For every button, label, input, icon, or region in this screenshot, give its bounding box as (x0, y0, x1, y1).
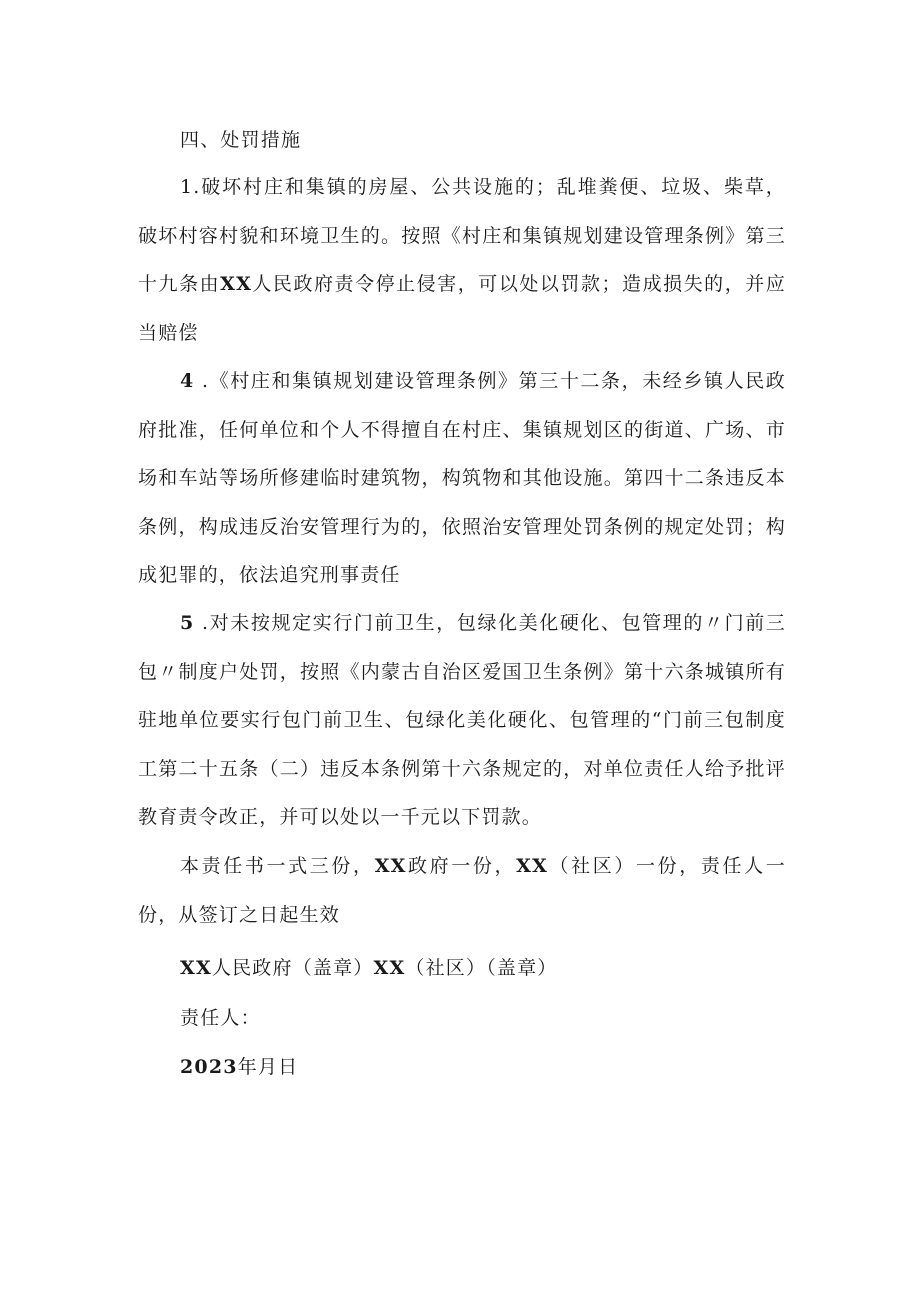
penalty-item-5: 5 .对未按规定实行门前卫生，包绿化美化硬化、包管理的〃门前三包〃制度户处罚，按照《内蒙古自治区爱国卫生条例》第十六条城镇所有驻地单位要实行包门前卫生、包绿化美化硬化、包管理的“门前三包制度工第二十五条（二）违反本条例第十六条规定的，对单位责任人给予批评教育责令改正，并可以处以一千元以下罚款。 (138, 612, 786, 828)
copies-clause: 本责任书一式三份，XX政府一份，XX（社区）一份，责任人一份，从签订之日起生效 (138, 855, 786, 926)
section-heading: 四、处罚措施 (180, 129, 302, 151)
signature-government: XX人民政府（盖章）XX（社区）（盖章） (180, 957, 558, 979)
penalty-item-4: 4 .《村庄和集镇规划建设管理条例》第三十二条，未经乡镇人民政府批准，任何单位和个人不得擅自在村庄、集镇规划区的街道、广场、市场和车站等场所修建临时建筑物，构筑物和其他设施。第四十二条违反本条例，构成违反治安管理行为的，依照治安管理处罚条例的规定处罚；构成犯罪的，依法追究刑事责任 (138, 370, 786, 586)
penalty-item-1: 1.破坏村庄和集镇的房屋、公共设施的；乱堆粪便、垃圾、柴草，破坏村容村貌和环境卫生的。按照《村庄和集镇规划建设管理条例》第三十九条由XX人民政府责令停止侵害，可以处以罚款；造成损失的，并应当赔偿 (138, 176, 786, 344)
signature-date: 2023年月日 (180, 1056, 299, 1078)
signature-responsible-person: 责任人： (180, 1007, 261, 1029)
